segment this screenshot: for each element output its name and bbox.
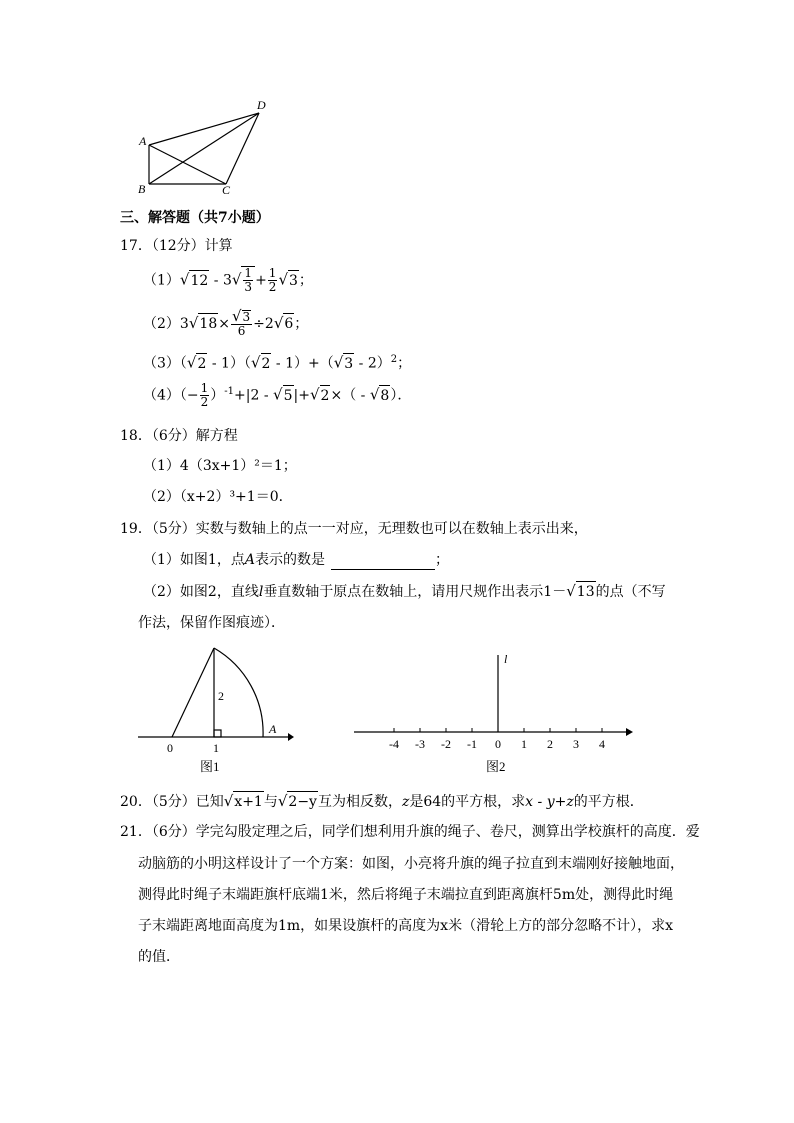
q21-line5: 的值． xyxy=(138,949,180,965)
q19-p1-end: ； xyxy=(434,552,449,568)
q20-text-b: 与 xyxy=(263,794,278,810)
q20-text-d: 是64的平方根，求 xyxy=(409,794,526,810)
diagonal-ac xyxy=(149,145,226,184)
q19-p2-text-a: （2）如图2，直线 xyxy=(143,584,259,600)
q18-header: 18．（6分）解方程 xyxy=(120,428,238,444)
figure-1 xyxy=(130,640,300,780)
q17-header: 17．（12分）计算 xyxy=(120,238,233,254)
tick-label: -4 xyxy=(389,737,399,751)
q21-line1: 21．（6分）学完勾股定理之后，同学们想利用升旗的绳子、卷尺，测算出学校旗杆的高度．爱 xyxy=(120,824,700,840)
figure-2 xyxy=(350,645,640,780)
q19-header: 19．（5分）实数与数轴上的点一一对应，无理数也可以在数轴上表示出来， xyxy=(120,521,588,537)
q20-radical-2: 2−y xyxy=(287,791,318,812)
label-c: C xyxy=(222,183,231,197)
q19-p2-text-d: 的点（不写 xyxy=(595,584,666,600)
q19-p2-radicand: 13 xyxy=(576,581,596,602)
figure-1-caption: 图1 xyxy=(200,759,220,774)
q19-p1-point: A xyxy=(244,552,255,568)
q17-part4: （4）（− $\frac{1}{2}$ ）$^{-1}$+|2 - √5|+√2×（ - √8）． xyxy=(143,381,412,410)
q19-part2: （2）如图2，直线l垂直数轴于原点在数轴上，请用尺规作出表示1－√13的点（不写 xyxy=(143,582,666,600)
q20-var-z: z xyxy=(401,794,410,810)
arrow-head-2 xyxy=(626,728,633,736)
q17-part2: （2）3√18× $\frac{√3}{6}$ ÷2√6； xyxy=(143,307,309,338)
q21-line3: 测得此时绳子末端距旗杆底端1米，然后将绳子末端拉直到距离旗杆5m处，测得此时绳 xyxy=(138,887,674,903)
label-1: 1 xyxy=(213,741,219,755)
tick-label: 1 xyxy=(521,737,527,751)
q19-part2-line2: 作法，保留作图痕迹）． xyxy=(138,615,285,631)
answer-blank[interactable] xyxy=(331,555,435,570)
q17-p1-num: （1） xyxy=(143,272,180,289)
q21-line4: 子末端距离地面高度为1m，如果设旗杆的高度为x米（滑轮上方的部分忽略不计），求x xyxy=(138,918,673,934)
q19-part1 xyxy=(143,550,449,570)
tick-label: 4 xyxy=(599,737,605,751)
edge-ad xyxy=(149,113,259,145)
q20-radical-1: x+1 xyxy=(233,791,264,812)
hypotenuse xyxy=(172,648,214,737)
q20-expression: x - y+z xyxy=(525,794,574,810)
tick-label: -1 xyxy=(467,737,477,751)
label-2: 2 xyxy=(218,689,224,703)
label-a-point: A xyxy=(269,722,277,736)
arrow-head xyxy=(288,733,294,741)
tick-label: 3 xyxy=(573,737,579,751)
tick-label: 2 xyxy=(547,737,553,751)
q19-p1-text-a: （1）如图1，点 xyxy=(143,552,245,568)
label-b: B xyxy=(138,182,146,196)
q17-p3-num: （3） xyxy=(143,355,180,372)
tick-label: 0 xyxy=(495,737,501,751)
q17-part1: （1）√12 - 3√ $\frac{1}{3}$ + $\frac{1}{2}$ √3； xyxy=(143,266,313,294)
q19-p2-line-l: l xyxy=(258,584,264,600)
quadrilateral-figure xyxy=(130,95,280,200)
tick-label: -3 xyxy=(415,737,425,751)
q20-text-c: 互为相反数， xyxy=(317,794,402,810)
right-angle-mark xyxy=(214,730,221,737)
q21-line2: 动脑筋的小明这样设计了一个方案：如图，小亮将升旗的绳子拉直到末端刚好接触地面， xyxy=(138,856,684,872)
label-l: l xyxy=(504,652,508,666)
q17-p4-num: （4） xyxy=(143,387,180,404)
q18-part1: （1）4（3x+1）²＝1； xyxy=(143,458,297,474)
q18-part2: （2）（x+2）³+1＝0． xyxy=(143,489,293,505)
tick-label: -2 xyxy=(441,737,451,751)
q20-text-a: 20．（5分）已知 xyxy=(120,794,224,810)
label-a: A xyxy=(139,134,147,148)
q17-p2-num: （2） xyxy=(143,316,180,332)
label-d: D xyxy=(257,98,266,112)
label-0: 0 xyxy=(167,741,173,755)
section-title: 三、解答题（共7小题） xyxy=(120,210,270,226)
figure-2-caption: 图2 xyxy=(486,759,506,774)
q19-p1-text-c: 表示的数是 xyxy=(254,552,325,568)
q20-text-e: 的平方根． xyxy=(573,794,644,810)
q19-p2-text-c: 垂直数轴于原点在数轴上，请用尺规作出表示1－ xyxy=(263,584,567,600)
q17-part3: （3）（√2 - 1）（√2 - 1）+（√3 - 2）$^2$； xyxy=(143,353,412,372)
q20-line: 20．（5分）已知√x+1与√2−y互为相反数，z是64的平方根，求x - y+z的平方根． xyxy=(120,792,644,810)
